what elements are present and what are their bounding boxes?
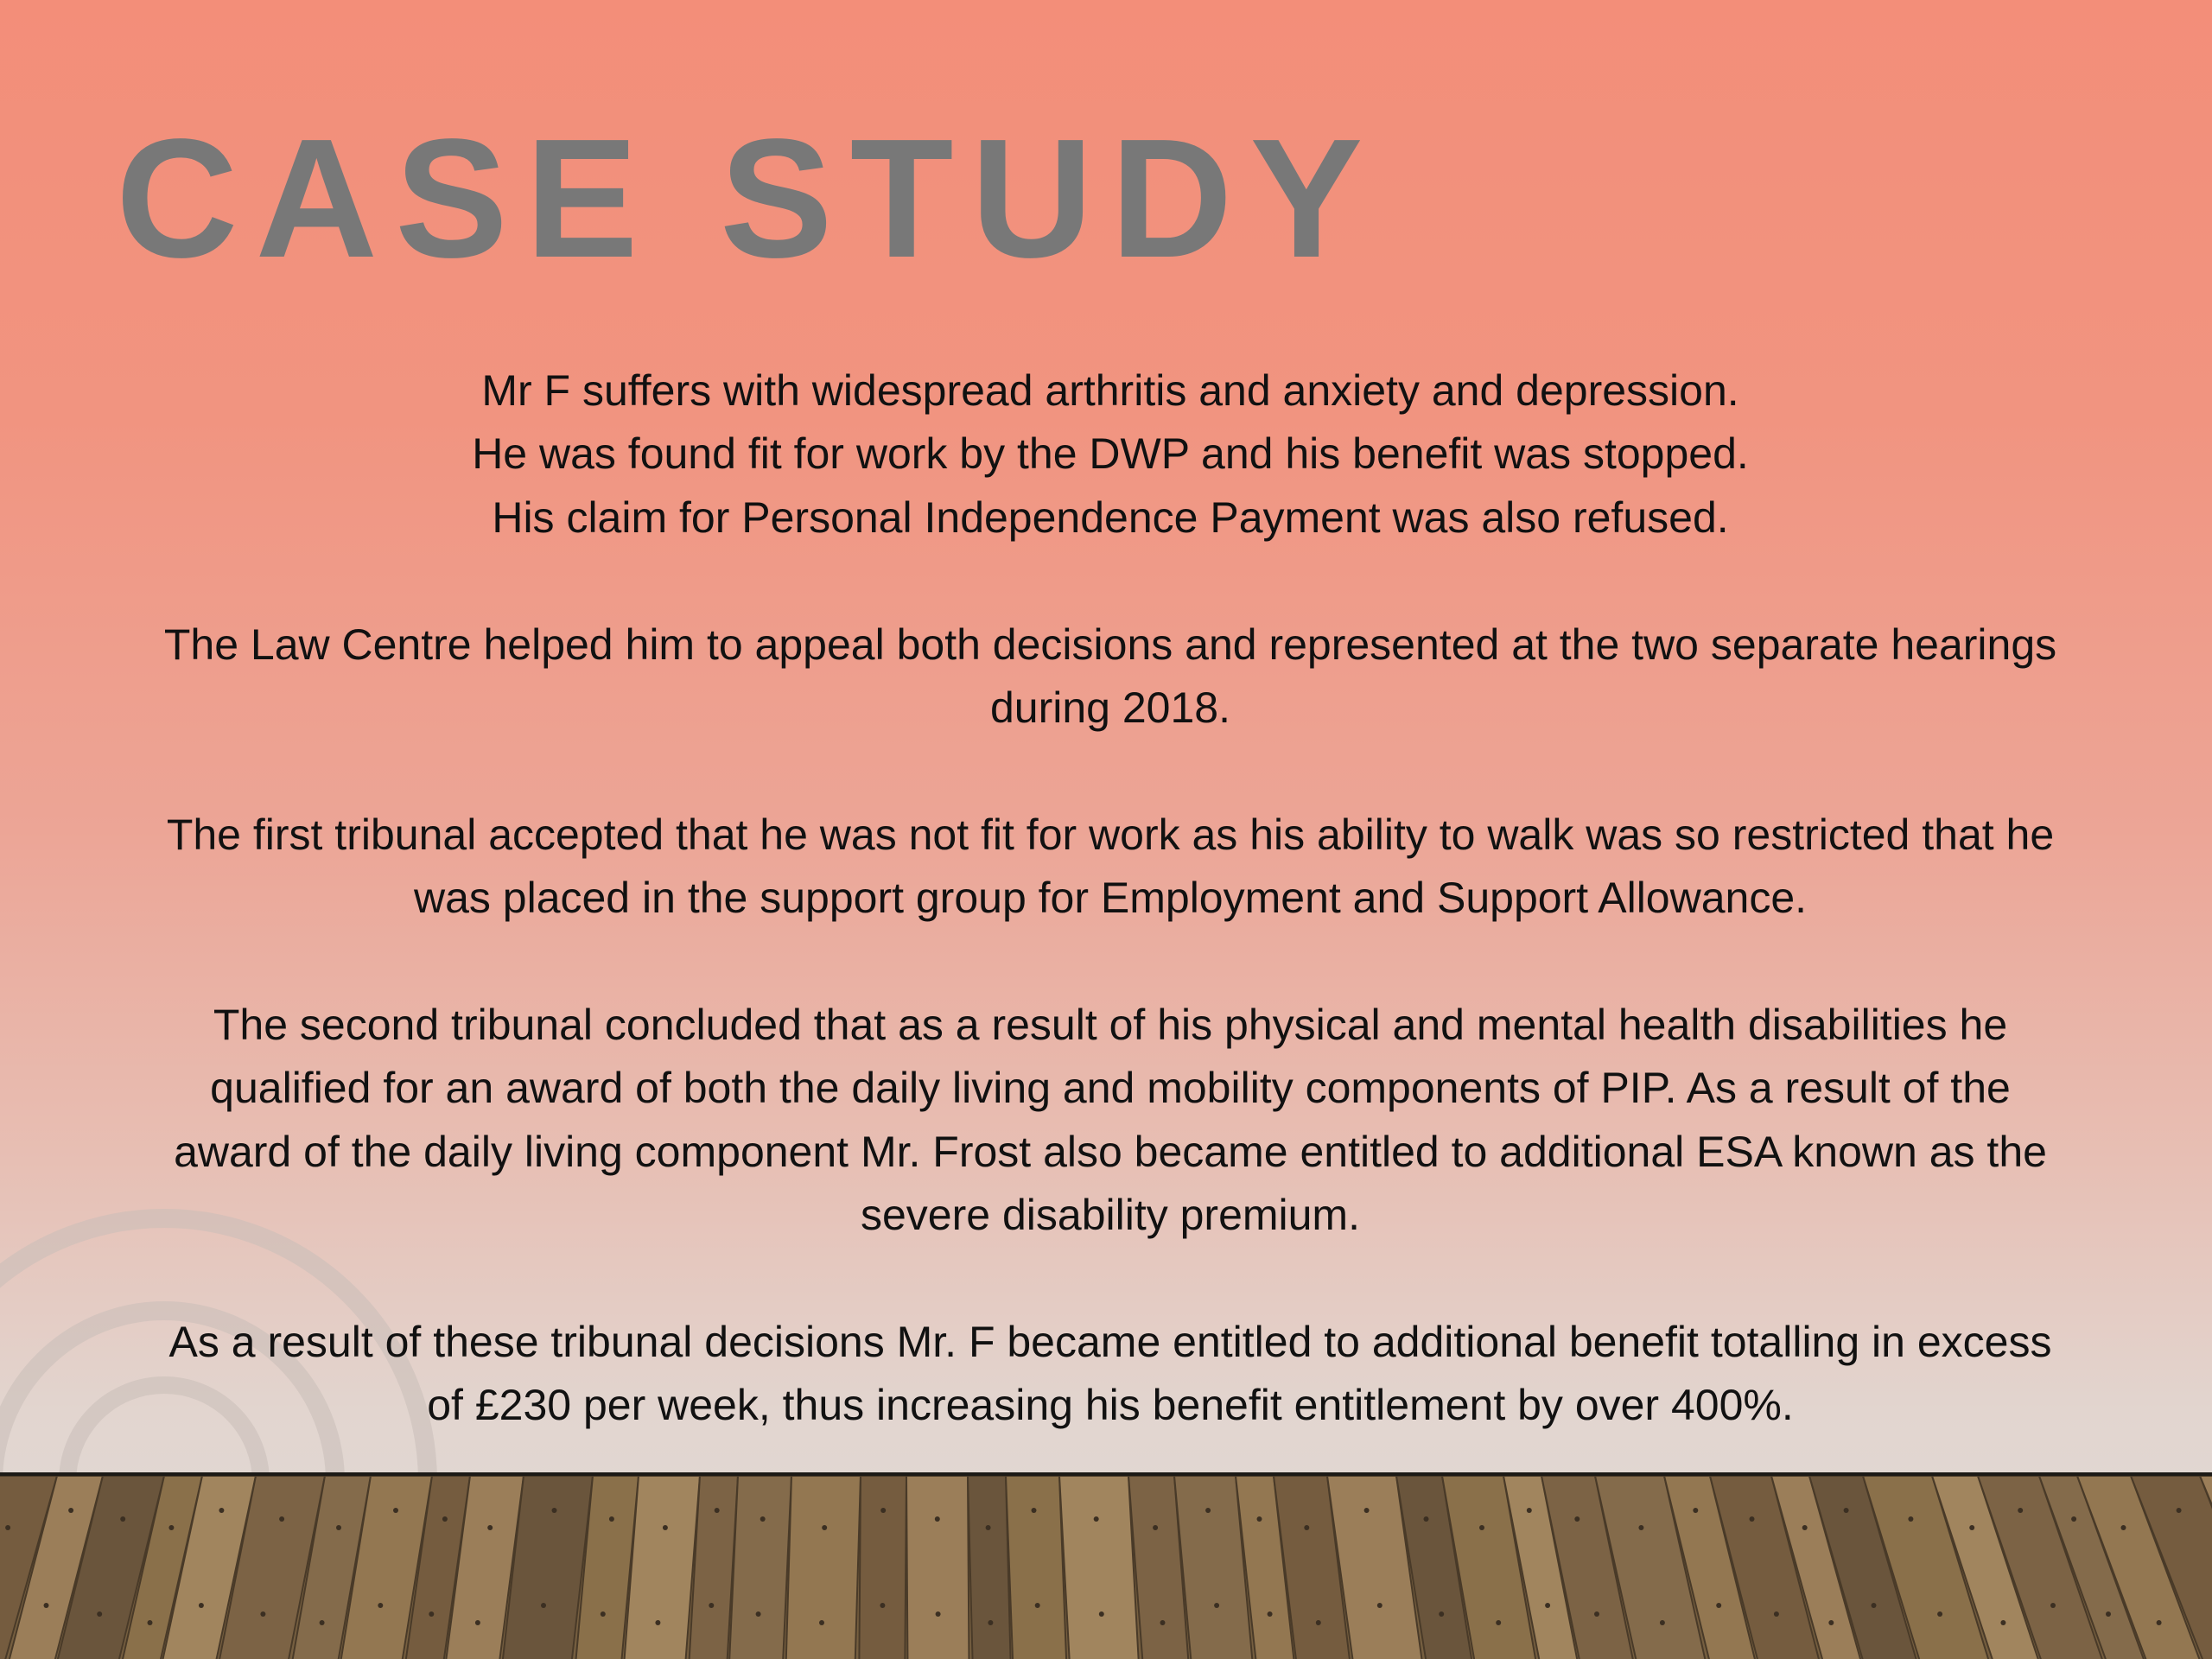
paragraph-1-line-1: Mr F suffers with widespread arthritis and anxiety and depression.: [481, 366, 1739, 415]
slide-title: CASE STUDY: [116, 104, 1381, 293]
paragraph-1-line-3: His claim for Personal Independence Payment was also refused.: [492, 493, 1729, 542]
paragraph-4-line-2: qualified for an award of both the daily living and mobility components of PIP. As a result of the: [210, 1064, 2011, 1113]
paragraph-spacer: [69, 550, 2152, 613]
paragraph-1-line-2: He was found fit for work by the DWP and his benefit was stopped.: [472, 429, 1749, 479]
paragraph-5-line-2: of £230 per week, thus increasing his benefit entitlement by over 400%.: [427, 1381, 1794, 1430]
wood-floor-planks: [0, 1476, 2212, 1659]
slide-body: [69, 359, 2152, 1438]
paragraph-3-line-1: The first tribunal accepted that he was not fit for work as his ability to walk was so restricted that he: [166, 810, 2055, 859]
paragraph-4-line-1: The second tribunal concluded that as a result of his physical and mental health disabilities he: [213, 1001, 2008, 1050]
paragraph-2-line-2: during 2018.: [989, 683, 1230, 733]
paragraph-spacer: [69, 740, 2152, 803]
paragraph-4-line-3: award of the daily living component Mr. Frost also became entitled to additional ESA known as the: [174, 1127, 2047, 1176]
paragraph-5-line-1: As a result of these tribunal decisions Mr. F became entitled to additional benefit totalling in excess: [168, 1318, 2052, 1367]
wood-floor: [0, 1472, 2212, 1659]
paragraph-spacer: [69, 1248, 2152, 1311]
floor-sheen: [0, 1476, 2212, 1659]
paragraph-4-line-4: severe disability premium.: [861, 1191, 1360, 1240]
paragraph-2-line-1: The Law Centre helped him to appeal both decisions and represented at the two separate hearings: [163, 620, 2057, 669]
paragraph-spacer: [69, 931, 2152, 994]
paragraph-3-line-2: was placed in the support group for Employment and Support Allowance.: [413, 874, 1808, 923]
